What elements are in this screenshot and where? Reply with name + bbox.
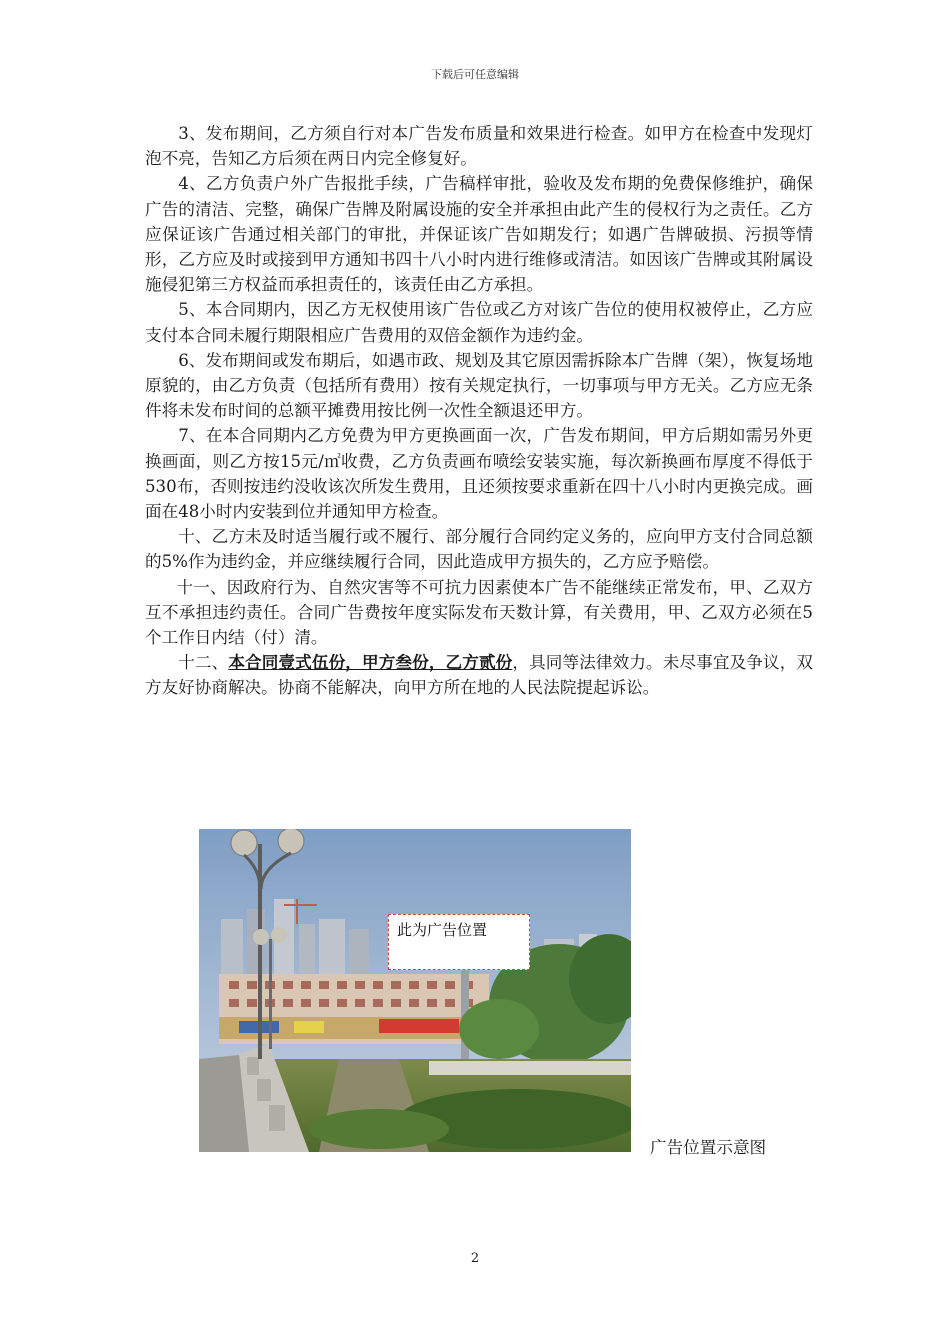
clause-3: 3、发布期间，乙方须自行对本广告发布质量和效果进行检查。如甲方在检查中发现灯泡不亮，告知乙方后须在两日内完全修复好。	[145, 124, 813, 169]
clause-4: 4、乙方负责户外广告报批手续，广告稿样审批，验收及发布期的免费保修维护，确保广告的清洁、完整，确保广告牌及附属设施的安全并承担由此产生的侵权行为之责任。乙方应保证该广告通过相关部门的审批，并保证该广告如期发行；如遇广告牌破损、污损等情形，乙方应及时或接到甲方通知书四十八小时内进行维修或清洁。如因该广告牌或其附属设施侵犯第三方权益而承担责任的，该责任由乙方承担。	[145, 174, 813, 295]
street-scene-illustration	[199, 829, 631, 1152]
clause-5: 5、本合同期内，因乙方无权使用该广告位或乙方对该广告位的使用权被停止，乙方应支付本合同未履行期限相应广告费用的双倍金额作为违约金。	[145, 300, 813, 345]
clause-6: 6、发布期间或发布期后，如遇市政、规划及其它原因需拆除本广告牌（架），恢复场地原貌的，由乙方负责（包括所有费用）按有关规定执行，一切事项与甲方无关。乙方应无条件将未发布时间的总额平摊费用按比例一次性全额退还甲方。	[145, 350, 813, 421]
billboard-location-photo	[199, 829, 631, 1152]
contract-body	[145, 121, 813, 701]
ad-position-marker: 此为广告位置	[388, 914, 530, 970]
clause-12-suffix: ，具同等法律效力。未尽事宜及争议，双方友好协商解决。协商不能解决，向甲方所在地的人民法院提起诉讼。	[145, 653, 814, 698]
figure-caption: 广告位置示意图	[650, 1138, 767, 1157]
clause-12-emphasis: 本合同壹式伍份，甲方叁份，乙方贰份	[228, 652, 513, 673]
page-number: 2	[470, 1251, 480, 1266]
clause-7: 7、在本合同期内乙方免费为甲方更换画面一次，广告发布期间，甲方后期如需另外更换画面，则乙方按15元/㎡收费，乙方负责画布喷绘安装实施，每次新换画布厚度不得低于530布，否则按违约没收该次所发生费用，且还须按要求重新在四十八小时内更换完成。画面在48小时内安装到位并通知甲方检查。	[145, 426, 813, 522]
clause-12	[145, 650, 813, 700]
clause-11: 十一、因政府行为、自然灾害等不可抗力因素使本广告不能继续正常发布，甲、乙双方互不承担违约责任。合同广告费按年度实际发布天数计算，有关费用，甲、乙双方必须在5个工作日内结（付）清。	[145, 577, 813, 648]
page-header: 下载后可任意编辑	[431, 68, 519, 81]
clause-10: 十、乙方未及时适当履行或不履行、部分履行合同约定义务的，应向甲方支付合同总额的5%作为违约金，并应继续履行合同，因此造成甲方损失的，乙方应予赔偿。	[145, 527, 813, 572]
clause-12-prefix: 十二、	[178, 653, 229, 673]
